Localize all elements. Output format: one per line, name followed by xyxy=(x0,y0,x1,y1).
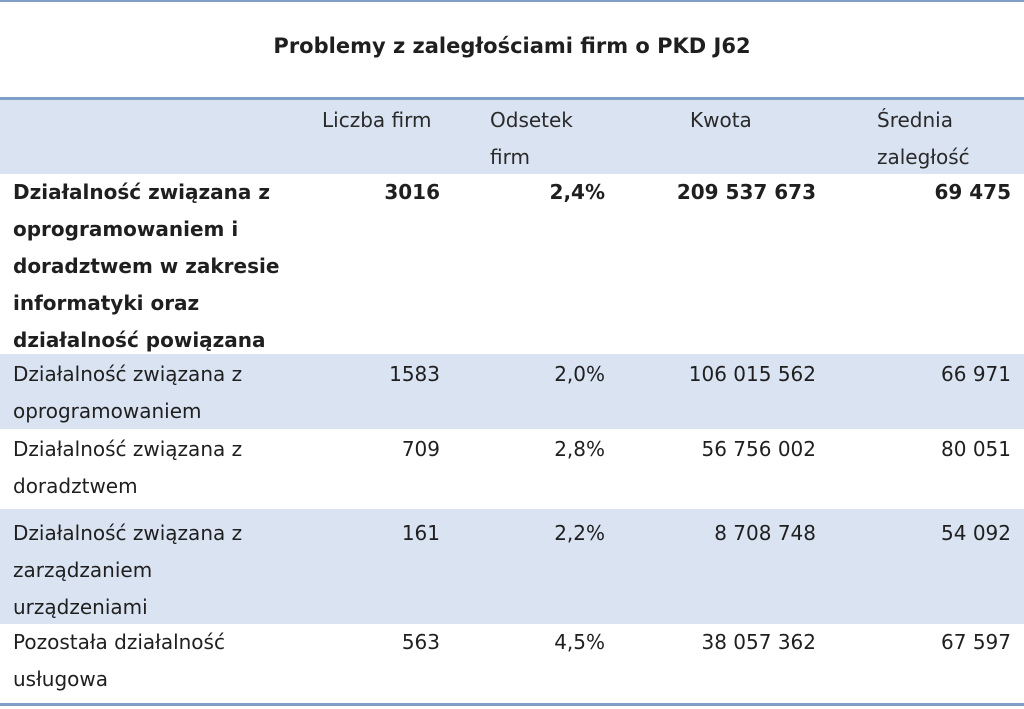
header-text: Średnia xyxy=(877,108,953,132)
table-title: Problemy z zaległościami firm o PKD J62 xyxy=(273,34,751,58)
label-line: Działalność związana z xyxy=(13,362,243,386)
cell-amount: 106 015 562 xyxy=(688,362,816,386)
cell-average: 80 051 xyxy=(941,437,1011,461)
label-line: Działalność związana z xyxy=(13,180,271,204)
table-header-row xyxy=(0,100,1024,174)
cell-average: 54 092 xyxy=(941,521,1011,545)
cell-share: 2,8% xyxy=(554,437,605,461)
label-line: zarządzaniem xyxy=(13,558,153,582)
cell-amount: 56 756 002 xyxy=(701,437,816,461)
cell-share: 2,0% xyxy=(554,362,605,386)
cell-count: 161 xyxy=(401,521,440,545)
label-line: działalność powiązana xyxy=(13,328,266,352)
header-liczba-firm xyxy=(322,102,442,139)
cell-amount: 8 708 748 xyxy=(714,521,816,545)
row-label xyxy=(13,356,313,430)
label-line: informatyki oraz xyxy=(13,291,200,315)
cell-count: 563 xyxy=(401,630,440,654)
header-text: Kwota xyxy=(690,108,752,132)
header-text: firm xyxy=(490,145,530,169)
cell-share: 4,5% xyxy=(554,630,605,654)
row-label xyxy=(13,624,313,698)
label-line: oprogramowaniem i xyxy=(13,217,239,241)
header-odsetek-firm xyxy=(490,102,600,176)
header-text: zaległość xyxy=(877,145,970,169)
header-text: Odsetek xyxy=(490,108,573,132)
cell-count: 3016 xyxy=(384,180,440,204)
table-row xyxy=(0,174,1024,354)
label-line: doradztwem xyxy=(13,474,138,498)
header-text: Liczba firm xyxy=(322,108,432,132)
label-line: oprogramowaniem xyxy=(13,399,202,423)
label-line: Działalność związana z xyxy=(13,521,243,545)
label-line: Pozostała działalność xyxy=(13,630,225,654)
header-srednia-zaleglosc xyxy=(877,102,1007,176)
table-row xyxy=(0,624,1024,703)
cell-count: 1583 xyxy=(389,362,440,386)
cell-share: 2,4% xyxy=(549,180,605,204)
cell-average: 66 971 xyxy=(941,362,1011,386)
cell-average: 67 597 xyxy=(941,630,1011,654)
row-label xyxy=(13,515,313,626)
header-kwota xyxy=(690,102,790,139)
top-rule xyxy=(0,0,1024,2)
cell-average: 69 475 xyxy=(934,180,1011,204)
label-line: Działalność związana z xyxy=(13,437,243,461)
cell-amount: 38 057 362 xyxy=(701,630,816,654)
row-label xyxy=(13,174,313,359)
table-row xyxy=(0,509,1024,624)
bottom-rule xyxy=(0,703,1024,706)
label-line: usługowa xyxy=(13,667,108,691)
cell-count: 709 xyxy=(401,437,440,461)
row-label xyxy=(13,431,313,505)
cell-amount: 209 537 673 xyxy=(676,180,816,204)
cell-share: 2,2% xyxy=(554,521,605,545)
table-row xyxy=(0,429,1024,509)
label-line: urządzeniami xyxy=(13,595,148,619)
label-line: doradztwem w zakresie xyxy=(13,254,280,278)
table-row xyxy=(0,354,1024,429)
